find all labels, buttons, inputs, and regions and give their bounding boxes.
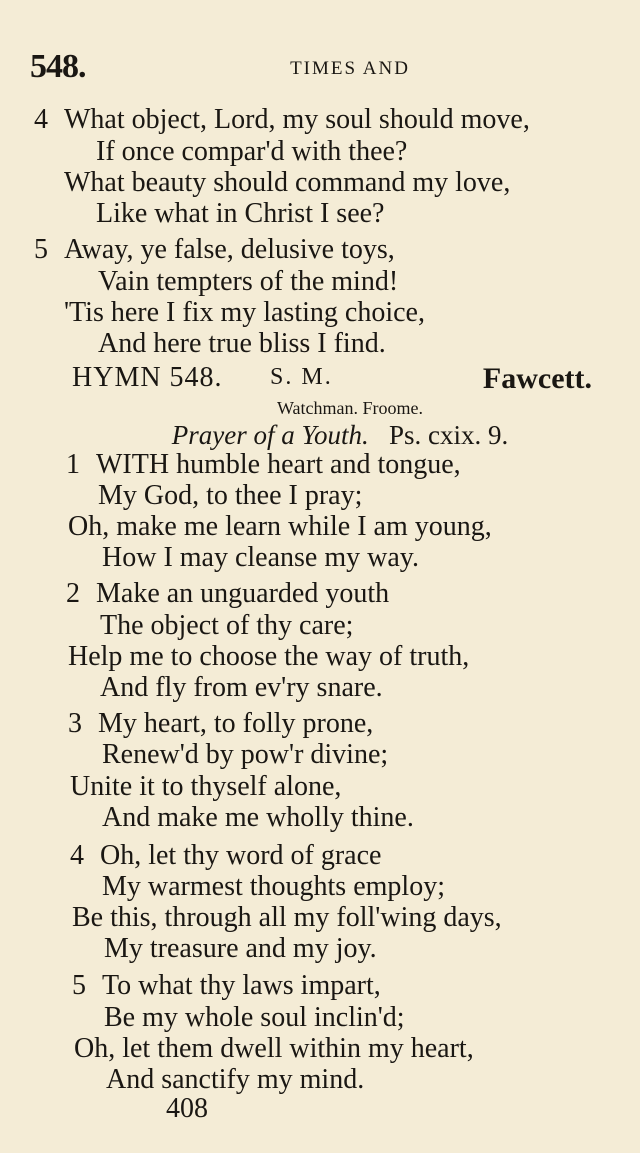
verse-line: Like what in Christ I see? [96, 198, 385, 229]
verse-line [72, 972, 381, 1000]
subtitle-title: Prayer of a Youth. [171, 420, 369, 450]
verse-line: Unite it to thyself alone, [70, 771, 342, 802]
tune-names: Watchman. Froome. [276, 398, 423, 418]
verse-line [68, 710, 373, 738]
verse-number: 5 [34, 234, 48, 265]
verse-number: 4 [70, 840, 84, 871]
verse-line: My warmest thoughts employ; [102, 871, 445, 902]
verse-text: To what thy laws impart, [102, 970, 381, 1001]
verse-text: What object, Lord, my soul should move, [64, 104, 530, 135]
hymn-heading [72, 362, 592, 398]
verse-line [34, 236, 395, 264]
signature-mark: 408 [166, 1093, 208, 1124]
verse-text: WITH humble heart and tongue, [96, 449, 461, 480]
verse-line: Oh, let them dwell within my heart, [74, 1033, 474, 1064]
verse-text: Away, ye false, delusive toys, [64, 234, 395, 265]
verse-line: Help me to choose the way of truth, [68, 641, 470, 672]
scripture-reference: Ps. cxix. 9. [389, 420, 509, 450]
verse-line: Renew'd by pow'r divine; [102, 739, 389, 770]
verse-line: Vain tempters of the mind! [98, 266, 399, 297]
hymn-meter: S. M. [270, 364, 333, 390]
verse-line: If once compar'd with thee? [96, 136, 408, 167]
page-header [30, 48, 610, 88]
verse-line: 'Tis here I fix my lasting choice, [64, 297, 425, 328]
verse-number: 5 [72, 970, 86, 1001]
verse-line: How I may cleanse my way. [102, 542, 419, 573]
verse-line [66, 451, 461, 479]
verse-number: 4 [34, 104, 48, 135]
verse-text: Oh, let thy word of grace [100, 840, 382, 871]
verse-line: The object of thy care; [100, 610, 354, 641]
running-head: TIMES AND [290, 58, 410, 79]
hymn-author: Fawcett. [482, 362, 592, 395]
verse-line [66, 580, 389, 608]
verse-text: Make an unguarded youth [96, 578, 390, 609]
hymn-number: HYMN 548. [72, 362, 223, 393]
verse-line: Be this, through all my foll'wing days, [72, 902, 502, 933]
verse-line [70, 842, 381, 870]
verse-line: And here true bliss I find. [98, 328, 386, 359]
verse-line: And sanctify my mind. [106, 1064, 365, 1095]
verse-line: And fly from ev'ry snare. [100, 672, 383, 703]
verse-text: My heart, to folly prone, [98, 708, 374, 739]
verse-number: 3 [68, 708, 82, 739]
verse-line: Oh, make me learn while I am young, [68, 511, 492, 542]
verse-number: 2 [66, 578, 80, 609]
verse-line: My God, to thee I pray; [98, 480, 363, 511]
hymn-subtitle [0, 420, 640, 451]
verse-line: And make me wholly thine. [102, 802, 414, 833]
verse-line: Be my whole soul inclin'd; [104, 1002, 405, 1033]
verse-number: 1 [66, 449, 80, 480]
verse-line [34, 106, 530, 134]
verse-line: What beauty should command my love, [64, 167, 511, 198]
verse-line: My treasure and my joy. [104, 933, 377, 964]
page-number: 548. [30, 48, 86, 85]
